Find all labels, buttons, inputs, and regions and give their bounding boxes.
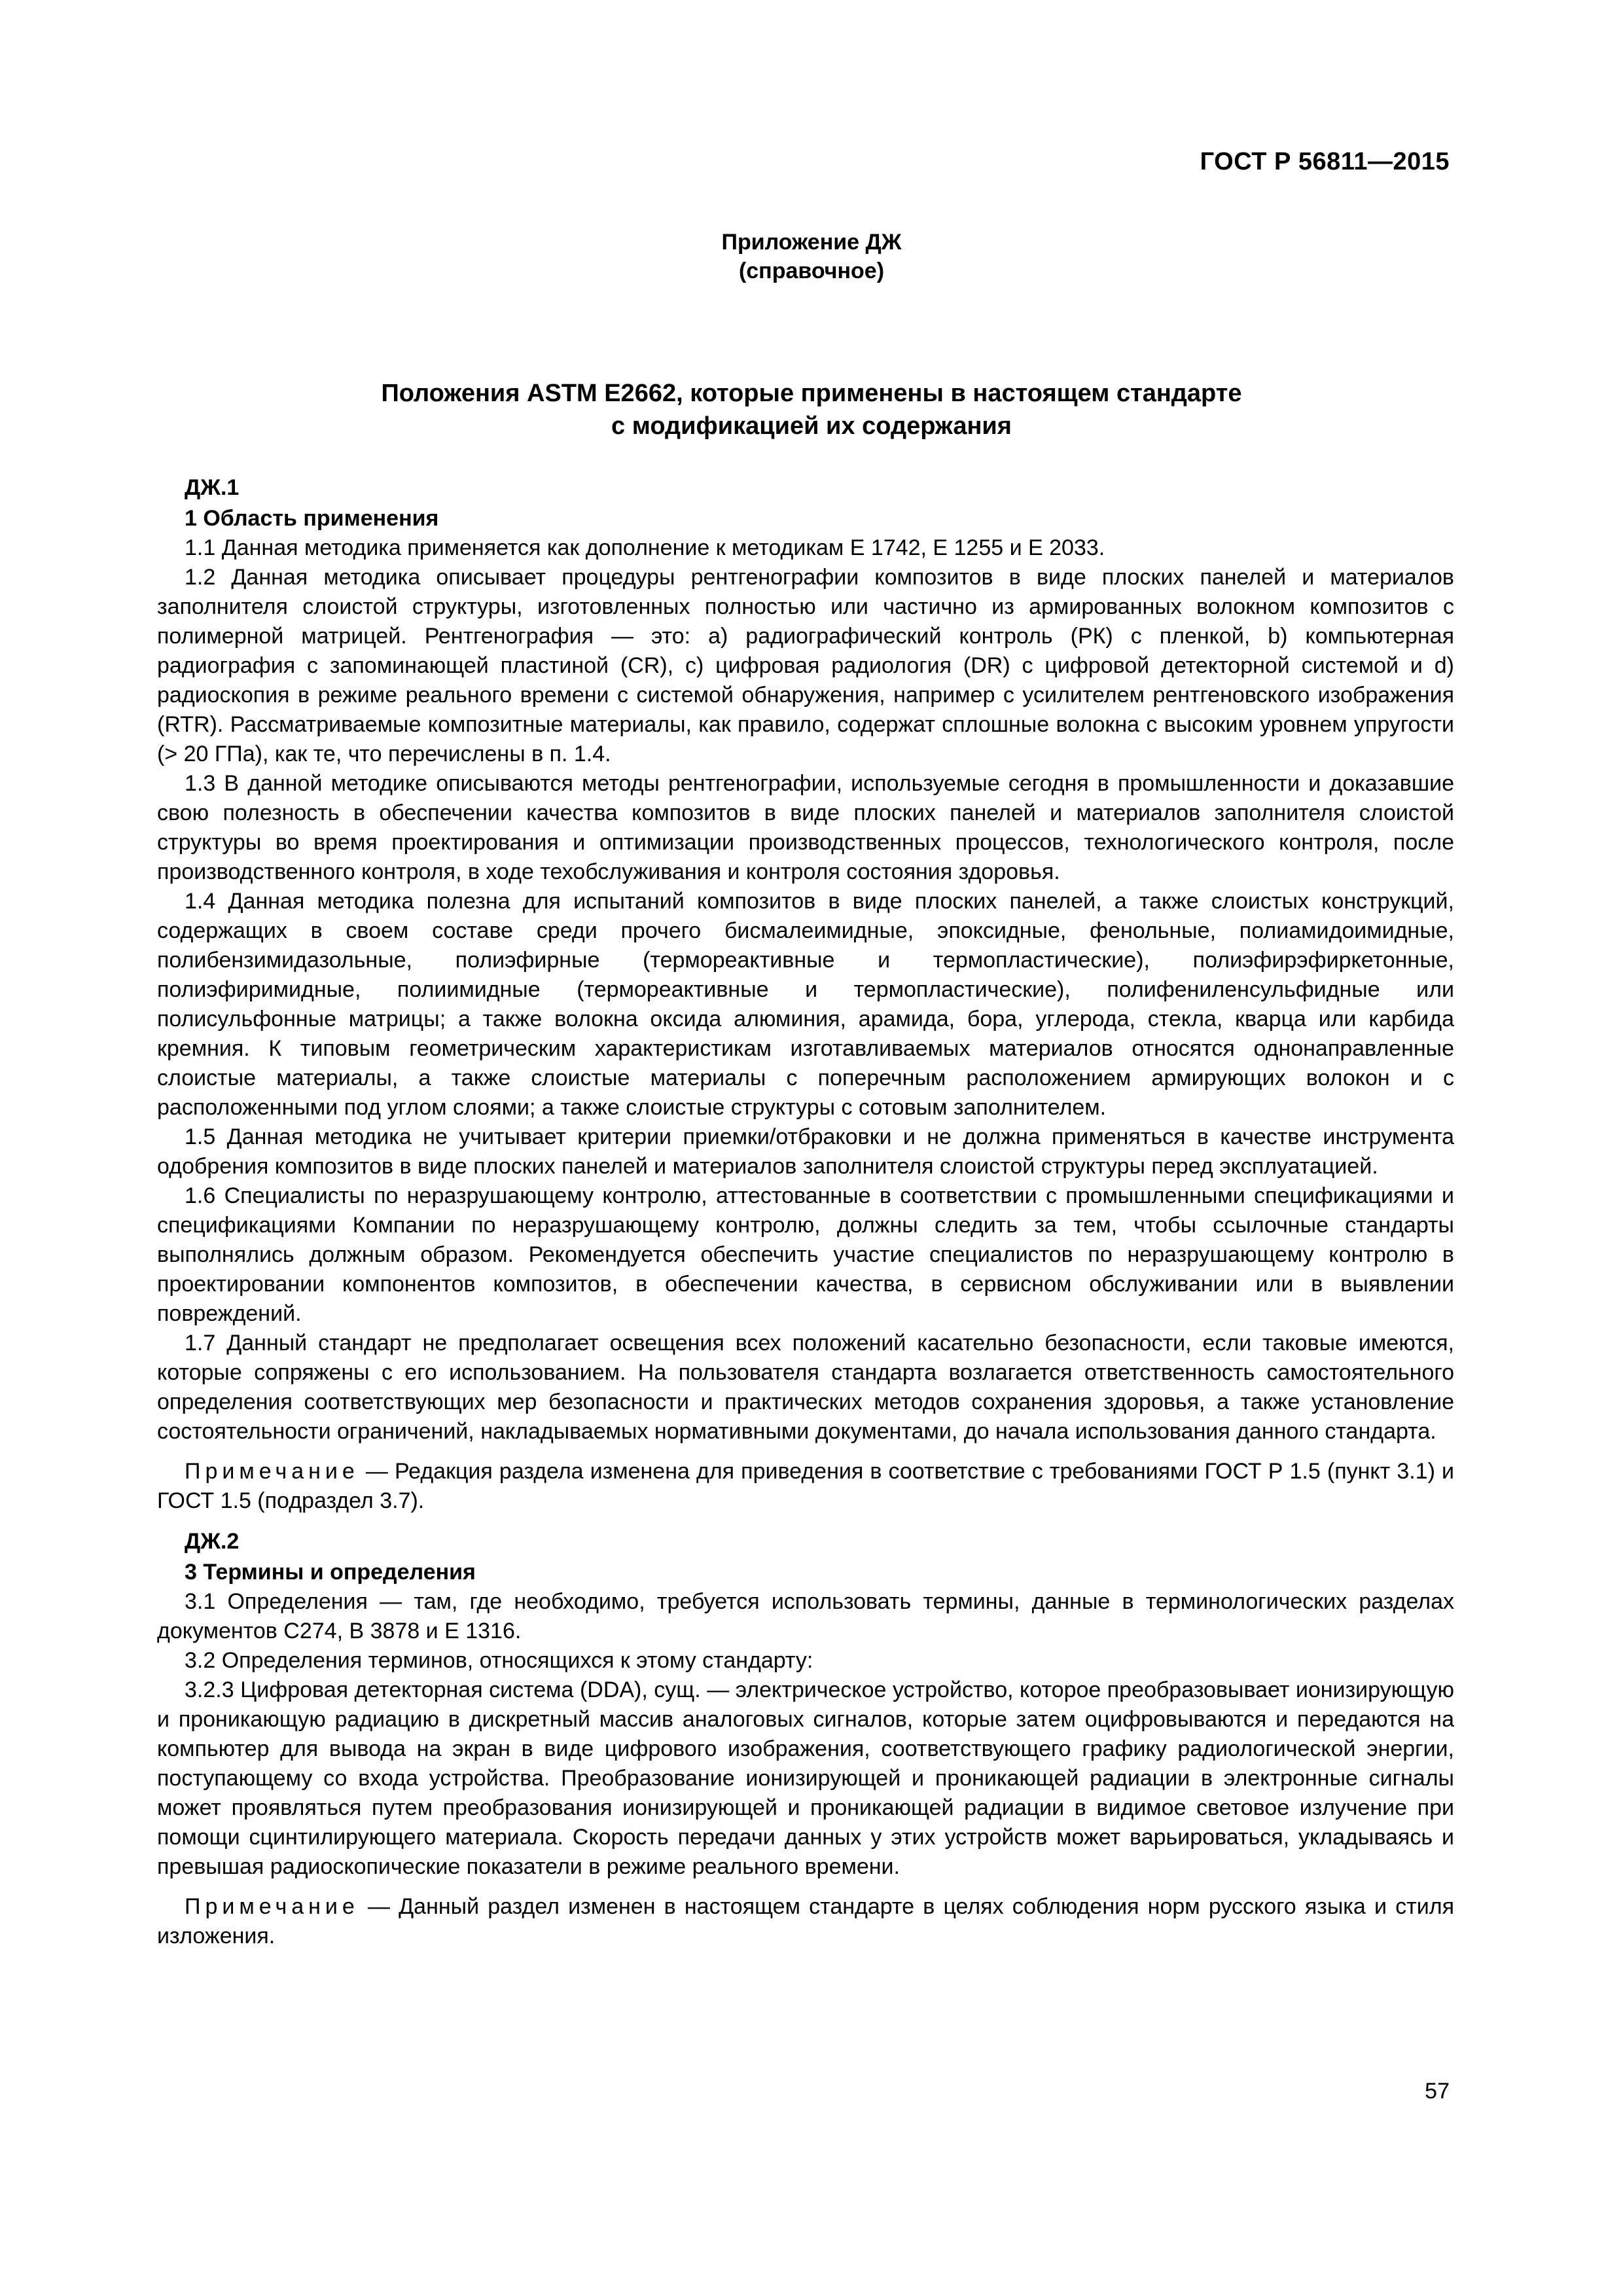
clause-label-dj2: ДЖ.2 bbox=[185, 1529, 240, 1554]
document-body bbox=[157, 471, 1454, 1951]
section-title bbox=[0, 377, 1623, 442]
paragraph-1-4: 1.4 Данная методика полезна для испытаний композитов в виде плоских панелей, а также слоистых конструкций, содержащих в своем составе среди прочего бисмалеимидные, эпоксидные, фенольные, полиамидоимидные, полибензимидазольные, полиэфирные (термореактивные и термопластические), полиэфирэфиркетонные, полиэфиримидные, полиимидные (термореактивные и термопластические), полифениленсульфидные или полисульфонные матрицы; а также волокна оксида алюминия, арамида, бора, углерода, стекла, кварца или карбида кремния. К типовым геометрическим характеристикам изготавливаемых материалов относятся однонаправленные слоистые материалы, а также слоистые материалы с поперечным расположением армирующих волокон и с расположенными под углом слоями; а также слоистые структуры с сотовым заполнителем. bbox=[157, 889, 1454, 1120]
paragraph-3-2: 3.2 Определения терминов, относящихся к этому стандарту: bbox=[185, 1648, 813, 1673]
section-title-line1: Положения ASTM E2662, которые применены в настоящем стандарте bbox=[381, 380, 1242, 407]
note-text: — Редакция раздела изменена для приведения в соответствие с требованиями ГОСТ Р 1.5 (пункт 3.1) и ГОСТ 1.5 (подраздел 3.7). bbox=[157, 1459, 1454, 1513]
paragraph-1-3: 1.3 В данной методике описываются методы рентгенографии, используемые сегодня в промышленности и доказавшие свою полезность в обеспечении качества композитов в виде плоских панелей и материалов заполнителя слоистой структуры во время проектирования и оптимизации производственных процессов, технологического контроля, после производственного контроля, в ходе техобслуживания и контроля состояния здоровья. bbox=[157, 771, 1454, 884]
annex-title bbox=[0, 228, 1623, 285]
document-code: ГОСТ Р 56811—2015 bbox=[1200, 148, 1450, 175]
paragraph-1-7: 1.7 Данный стандарт не предполагает освещения всех положений касательно безопасности, если таковые имеются, которые сопряжены с его использованием. На пользователя стандарта возлагается ответственность самостоятельного определения соответствующих мер безопасности и практических методов сохранения здоровья, а также установление состоятельности ограничений, накладываемых нормативными документами, до начала использования данного стандарта. bbox=[157, 1331, 1454, 1444]
section-title-line2: с модификацией их содержания bbox=[611, 412, 1012, 440]
paragraph-1-5: 1.5 Данная методика не учитывает критерии приемки/отбраковки и не должна применяться в качестве инструмента одобрения композитов в виде плоских панелей и материалов заполнителя слоистой структуры перед эксплуатацией. bbox=[157, 1124, 1454, 1179]
note-label: Примечание bbox=[185, 1894, 359, 1919]
paragraph-1-2: 1.2 Данная методика описывает процедуры рентгенографии композитов в виде плоских панелей и материалов заполнителя слоистой структуры, изготовленных полностью или частично из армированных волокном композитов с полимерной матрицей. Рентгенография — это: a) радиографический контроль (РК) с пленкой, b) компьютерная радиография с запоминающей пластиной (CR), c) цифровая радиология (DR) с цифровой детекторной системой и d) радиоскопия в режиме реального времени с системой обнаружения, например с усилителем рентгеновского изображения (RTR). Рассматриваемые композитные материалы, как правило, содержат сплошные волокна с высоким уровнем упругости (> 20 ГПа), как те, что перечислены в п. 1.4. bbox=[157, 565, 1454, 766]
clause-heading-scope: 1 Область применения bbox=[185, 506, 439, 531]
paragraph-3-2-3: 3.2.3 Цифровая детекторная система (DDA), сущ. — электрическое устройство, которое преобразовывает ионизирующую и проникающую радиацию в дискретный массив аналоговых сигналов, которые затем оцифровываются и передаются на компьютер для вывода на экран в виде цифрового изображения, соответствующего графику радиологической энергии, поступающему со входа устройства. Преобразование ионизирующей и проникающей радиации в электронные сигналы может проявляться путем преобразования ионизирующей и проникающей радиации в видимое световое излучение при помощи сцинтилирующего материала. Скорость передачи данных у этих устройств может варьироваться, укладываясь и превышая радиоскопические показатели в режиме реального времени. bbox=[157, 1677, 1454, 1879]
paragraph-3-1: 3.1 Определения — там, где необходимо, требуется использовать термины, данные в терминологических разделах документов С274, В 3878 и Е 1316. bbox=[157, 1589, 1454, 1643]
note-dj2 bbox=[157, 1892, 1454, 1951]
clause-label-dj1: ДЖ.1 bbox=[185, 475, 240, 500]
note-label: Примечание bbox=[185, 1459, 359, 1484]
annex-title-line1: Приложение ДЖ bbox=[721, 230, 902, 255]
page-number: 57 bbox=[1425, 2079, 1450, 2104]
annex-title-line2: (справочное) bbox=[738, 259, 885, 283]
paragraph-1-1: 1.1 Данная методика применяется как дополнение к методикам Е 1742, Е 1255 и Е 2033. bbox=[185, 535, 1105, 560]
paragraph-1-6: 1.6 Специалисты по неразрушающему контролю, аттестованные в соответствии с промышленными спецификациями и спецификациями Компании по неразрушающему контролю, должны следить за тем, чтобы ссылочные стандарты выполнялись должным образом. Рекомендуется обеспечить участие специалистов по неразрушающему контролю в проектировании компонентов композитов, в обеспечении качества, в сервисном обслуживании или в выявлении повреждений. bbox=[157, 1183, 1454, 1326]
note-text: — Данный раздел изменен в настоящем стандарте в целях соблюдения норм русского языка и стиля изложения. bbox=[157, 1894, 1454, 1948]
note-dj1 bbox=[157, 1457, 1454, 1516]
clause-heading-terms: 3 Термины и определения bbox=[185, 1560, 476, 1585]
